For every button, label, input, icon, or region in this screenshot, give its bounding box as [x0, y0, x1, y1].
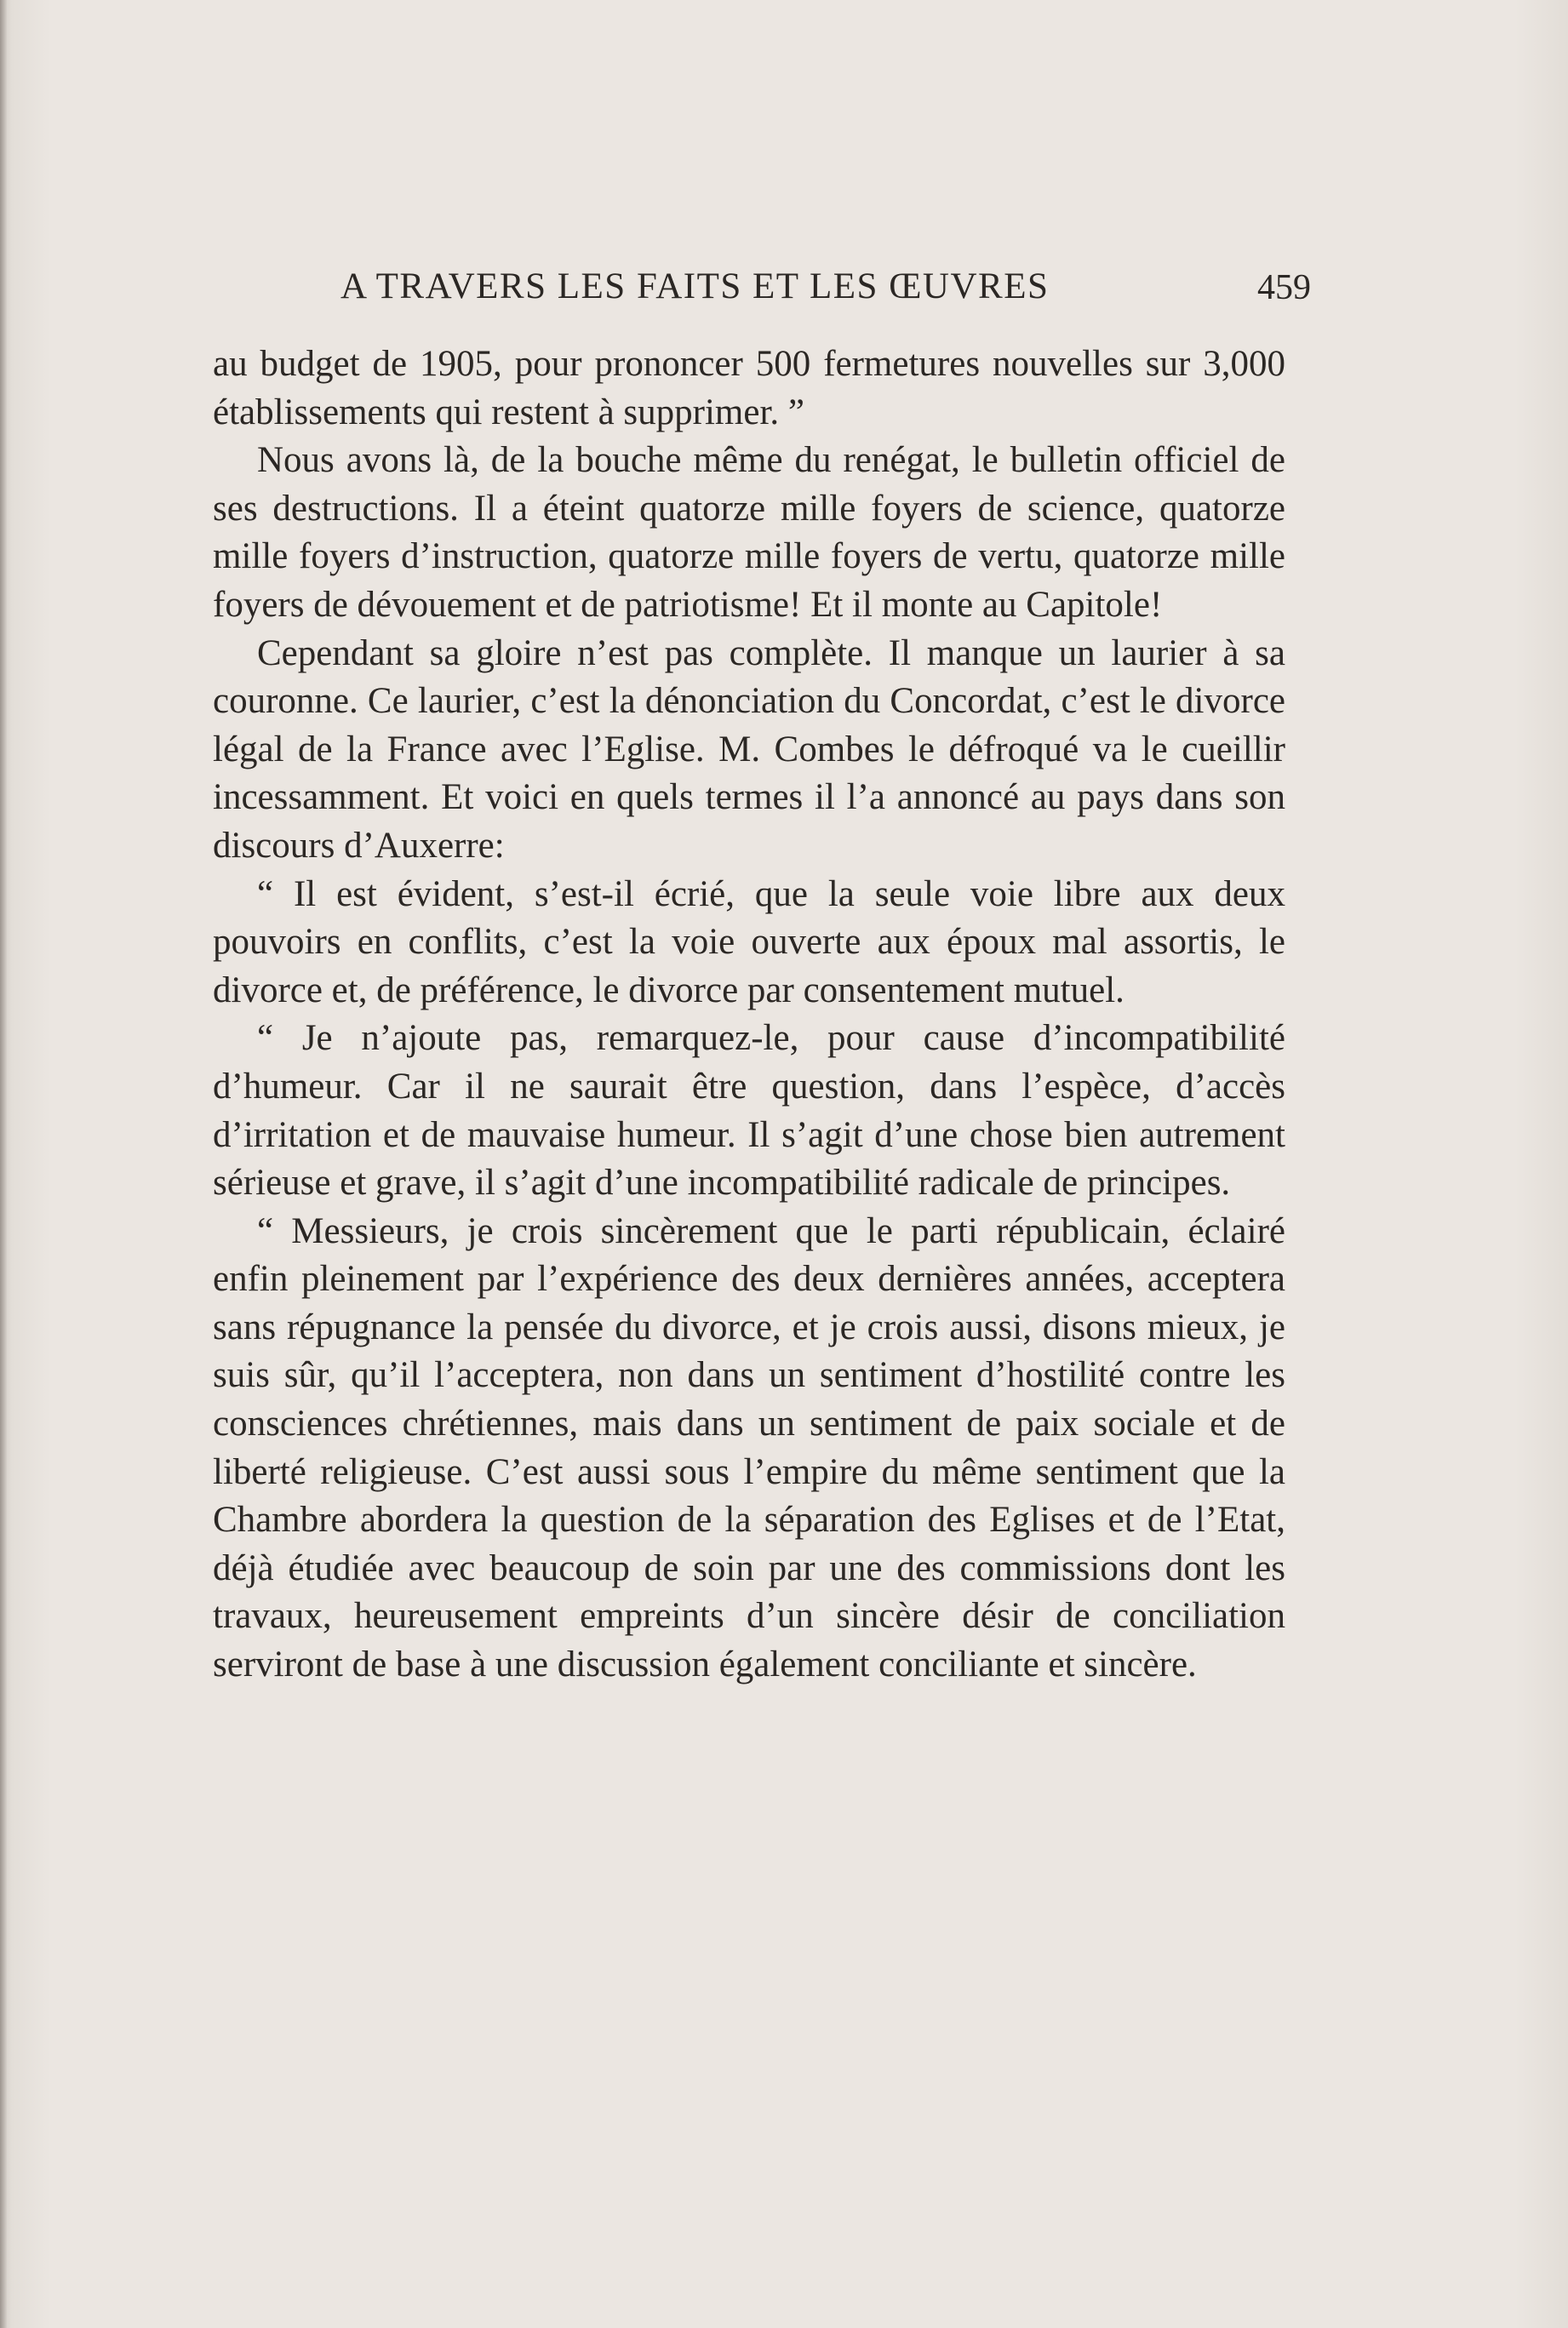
page-binding-edge [0, 0, 7, 2328]
running-title: A TRAVERS LES FAITS ET LES ŒUVRES [340, 266, 1050, 306]
quote-paragraph-divorce: “ Il est évident, s’est-il écrié, que la seule voie libre aux deux pouvoirs en conflits, c’est la voie ouverte aux époux mal assortis, le divorce et, de préférence, le divorce par consentement mutuel. [213, 873, 1285, 1010]
page-header [213, 266, 1311, 317]
paragraph-continuation: au budget de 1905, pour prononcer 500 fermetures nouvelles sur 3,000 établissements qui restent à supprimer. ” [213, 344, 1285, 432]
quote-paragraph-separation: “ Messieurs, je crois sincèrement que le parti républicain, éclairé enfin pleinement par l’expérience des deux dernières années, acceptera sans répugnance la pensée du divorce, et je crois aussi, disons mieux, je suis sûr, qu’il l’acceptera, non dans un sentiment d’hostilité contre les consciences chrétiennes, mais dans un sentiment de paix sociale et de liberté religieuse. C’est aussi sous l’empire du même sentiment que la Chambre abordera la question de la séparation des Eglises et de l’Etat, déjà étudiée avec beaucoup de soin par une des commissions dont les travaux, heureusement empreints d’un sincère désir de conciliation serviront de base à une discussion également conciliante et sincère. [213, 1210, 1285, 1685]
body-text [213, 340, 1285, 1690]
page-number: 459 [1257, 268, 1311, 307]
quote-paragraph-incompatibility: “ Je n’ajoute pas, remarquez-le, pour cause d’incompatibilité d’humeur. Car il ne saurait être question, dans l’espèce, d’accès d’irritation et de mauvaise humeur. Il s’agit d’une chose bien autrement sérieuse et grave, il s’agit d’une incompatibilité radicale de principes. [213, 1018, 1285, 1204]
paragraph-concordat: Cependant sa gloire n’est pas complète. Il manque un laurier à sa couronne. Ce laurier, c’est la dénonciation du Concordat, c’est le divorce légal de la France avec l’Eglise. M. Combes le défroqué va le cueillir incessamment. Et voici en quels termes il l’a annoncé au pays dans son discours d’Auxerre: [213, 632, 1285, 866]
paragraph-destructions: Nous avons là, de la bouche même du renégat, le bulletin officiel de ses destructions. Il a éteint quatorze mille foyers de science, quatorze mille foyers d’instruction, quatorze mille foyers de vertu, quatorze mille foyers de dévouement et de patriotisme! Et il monte au Capitole! [213, 440, 1285, 625]
